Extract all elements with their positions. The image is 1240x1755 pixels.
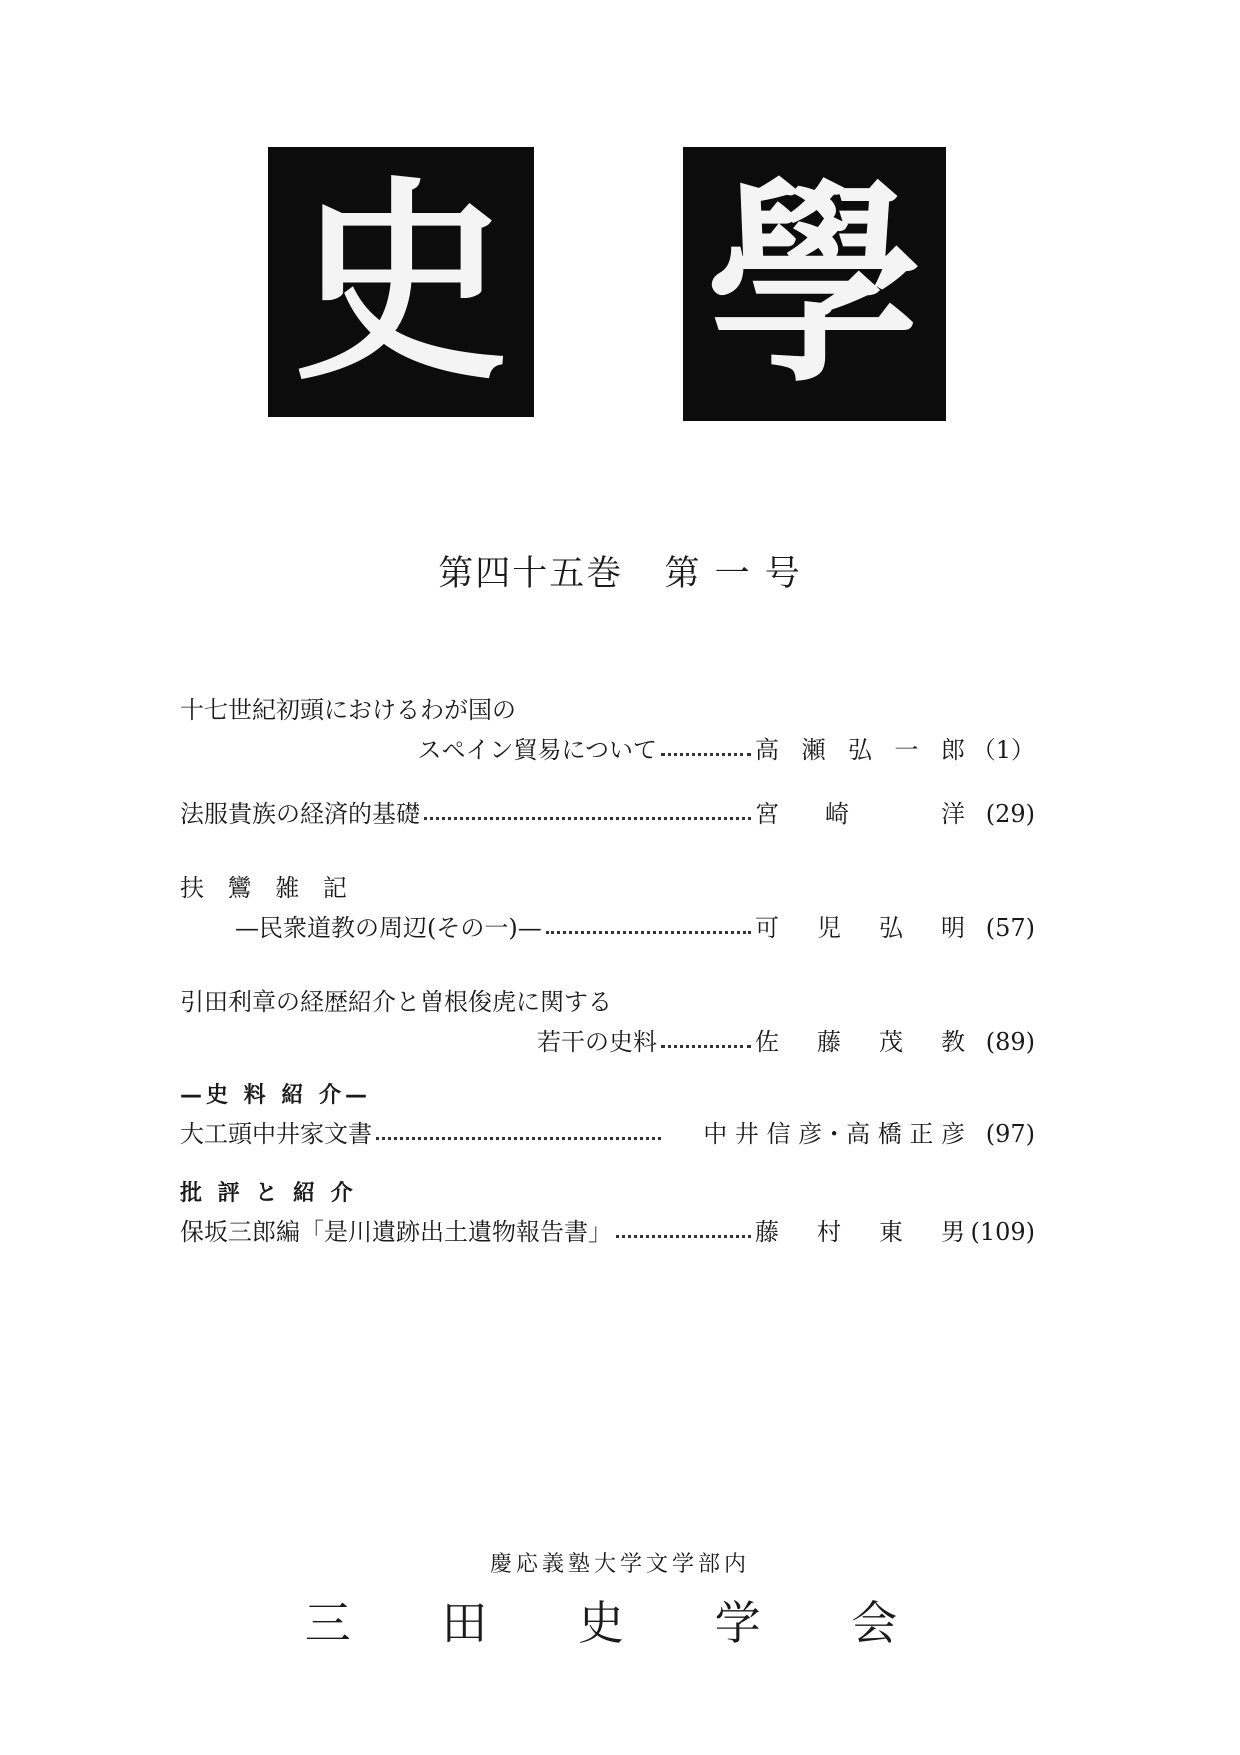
toc-entry-2-line1 [180, 794, 1035, 834]
volume-label: 第四十五巻 [438, 554, 624, 594]
author-char: 崎 [825, 800, 849, 828]
toc-entry-4-line1 [180, 982, 1035, 1022]
toc-entry-author [755, 1022, 965, 1062]
toc-entry-author [755, 1212, 965, 1252]
leader-dots [424, 817, 751, 820]
leader-dots [661, 753, 751, 756]
toc-entry-author: 中 井 信 彦・高 橋 正 彦 [703, 1120, 965, 1148]
volume-issue [0, 546, 1240, 596]
author-char: 郎 [941, 736, 965, 764]
toc-entry-title: 扶 鸞 雑 記 [180, 874, 355, 902]
leader-dots [376, 1137, 661, 1140]
toc-entry-subtitle: —民衆道教の周辺(その一)— [235, 914, 542, 942]
toc-entry-title: 十七世紀初頭におけるわが国の [180, 696, 516, 724]
author-char: 一 [894, 736, 919, 764]
author-char: 藤 [755, 1218, 779, 1246]
author-char: 教 [941, 1028, 965, 1056]
toc-entry-subtitle: スペイン貿易について [417, 736, 657, 764]
leader-dots [616, 1235, 751, 1238]
author-char: 洋 [941, 800, 965, 828]
toc-entry-6-line1 [180, 1212, 1035, 1252]
toc-entry-author [755, 730, 965, 770]
toc-entry-page: (89) [985, 1028, 1035, 1056]
author-char: 宮 [755, 800, 779, 828]
author-char: 佐 [755, 1028, 779, 1056]
masthead-block-left [268, 147, 534, 417]
author-char: 茂 [879, 1028, 903, 1056]
toc-entry-6 [180, 1212, 1035, 1252]
author-char: 可 [755, 914, 779, 942]
toc-entry-4 [180, 982, 1035, 1062]
toc-entry-title: 大工頭中井家文書 [180, 1120, 372, 1148]
masthead-block-right [683, 147, 946, 421]
author-char: 瀬 [801, 736, 826, 764]
masthead-char-gaku: 學 [707, 157, 922, 411]
author-char: 藤 [817, 1028, 841, 1056]
toc-entry-3-line1 [180, 868, 1035, 908]
author-char: 東 [879, 1218, 903, 1246]
toc-entry-1-line1 [180, 690, 1035, 730]
table-of-contents [180, 690, 1035, 1252]
toc-entry-3 [180, 868, 1035, 948]
author-char: 弘 [879, 914, 903, 942]
toc-entry-title: 保坂三郎編「是川遺跡出土遺物報告書」 [180, 1218, 612, 1246]
author-char: 明 [941, 914, 965, 942]
toc-entry-5 [180, 1114, 1035, 1154]
toc-entry-page: （1） [971, 736, 1035, 764]
toc-entry-page: (97) [985, 1120, 1035, 1148]
toc-entry-1-line2 [180, 730, 1035, 770]
author-char: 児 [817, 914, 841, 942]
toc-entry-5-line1 [180, 1114, 1035, 1154]
publisher-affiliation: 慶応義塾大学文学部内 [489, 1552, 750, 1577]
toc-entry-3-line2 [180, 908, 1035, 948]
toc-entry-1 [180, 690, 1035, 770]
toc-entry-title: 引田利章の経歴紹介と曽根俊虎に関する [180, 988, 612, 1016]
toc-entry-4-line2 [180, 1022, 1035, 1062]
author-char: 高 [755, 736, 779, 764]
section-label-reviews: 批 評 と 紹 介 [180, 1181, 357, 1206]
toc-entry-page: (29) [985, 800, 1035, 828]
toc-entry-page: (57) [985, 914, 1035, 942]
publisher-name: 三 田 史 学 会 [304, 1596, 936, 1650]
toc-entry-author [755, 908, 965, 948]
masthead-char-shi: 史 [293, 155, 509, 409]
author-char: 弘 [848, 736, 872, 764]
toc-entry-subtitle: 若干の史料 [537, 1028, 657, 1056]
toc-entry-2 [180, 794, 1035, 834]
section-label-source-introduction: —史 料 紹 介— [180, 1083, 371, 1108]
toc-entry-author [755, 794, 965, 834]
leader-dots [661, 1045, 751, 1048]
author-char: 村 [817, 1218, 841, 1246]
toc-entry-title: 法服貴族の経済的基礎 [180, 800, 420, 828]
toc-entry-page: (109) [970, 1218, 1035, 1246]
leader-dots [546, 931, 751, 934]
issue-label: 第 一 号 [664, 554, 802, 594]
author-char: 男 [941, 1218, 965, 1246]
